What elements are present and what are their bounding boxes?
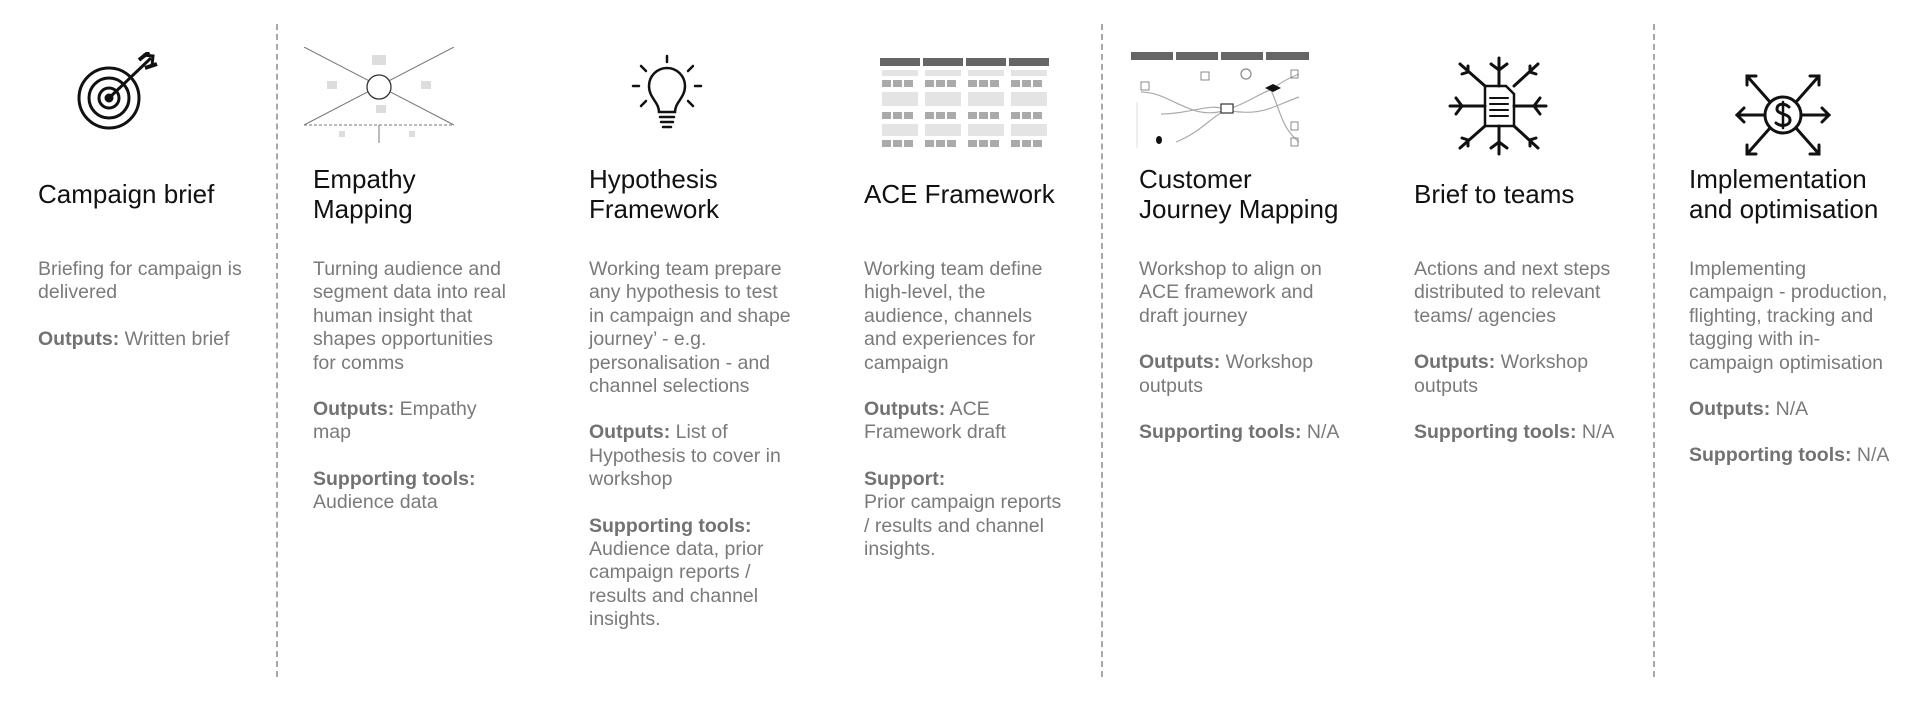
divider-3 xyxy=(1653,24,1655,677)
step-description: Implementing campaign - production, flighting, tracking and tagging with in-campaign optimisation xyxy=(1689,258,1888,374)
empathy-map-thumbnail xyxy=(313,48,533,158)
step-title: Campaign brief xyxy=(38,179,215,209)
step-tools xyxy=(1689,444,1894,467)
target-arrow-icon xyxy=(38,48,258,158)
outputs-label: Outputs: xyxy=(38,327,120,350)
step-body xyxy=(38,258,243,374)
outputs-value: N/A xyxy=(1770,398,1809,421)
step-outputs xyxy=(313,398,518,445)
tools-value: Audience data, prior campaign reports / results and channel insights. xyxy=(589,538,764,631)
step-title: Implementation and optimisation xyxy=(1689,164,1879,224)
step-outputs xyxy=(1689,398,1894,421)
journey-map-thumbnail xyxy=(1139,48,1359,158)
step-outputs xyxy=(38,328,243,351)
outputs-label: Outputs: xyxy=(1414,351,1496,374)
outputs-label: Outputs: xyxy=(589,421,671,444)
tools-value: N/A xyxy=(1851,444,1890,467)
document-distribution-icon xyxy=(1414,48,1634,158)
step-description: Turning audience and segment data into real human insight that shapes opportunities for comms xyxy=(313,258,506,374)
step-tools xyxy=(589,515,794,632)
step-description: Briefing for campaign is delivered xyxy=(38,258,242,304)
step-tools xyxy=(313,468,518,515)
step-description: Actions and next steps distributed to relevant teams/ agencies xyxy=(1414,258,1611,327)
step-title: Empathy Mapping xyxy=(313,164,416,224)
tools-label: Supporting tools: xyxy=(1139,421,1302,444)
divider-2 xyxy=(1101,24,1103,677)
step-body xyxy=(313,258,518,538)
divider-1 xyxy=(276,24,278,677)
step-outputs xyxy=(864,398,1069,445)
tools-label: Supporting tools: xyxy=(313,467,476,490)
ace-framework-thumbnail xyxy=(864,48,1084,158)
outputs-value: List of Hypothesis to cover in workshop xyxy=(589,421,781,491)
outputs-label: Outputs: xyxy=(1139,351,1221,374)
step-title: Customer Journey Mapping xyxy=(1139,164,1339,224)
outputs-value: ACE Framework draft xyxy=(864,398,1006,444)
outputs-value: Empathy map xyxy=(313,398,477,444)
step-outputs xyxy=(1139,351,1344,398)
tools-label: Supporting tools: xyxy=(1689,444,1852,467)
tools-value: Prior campaign reports / results and channel insights. xyxy=(864,491,1062,561)
outputs-value: Written brief xyxy=(119,327,230,350)
step-tools xyxy=(864,468,1069,562)
step-tools xyxy=(1139,421,1344,444)
tools-label: Supporting tools: xyxy=(589,514,752,537)
step-description: Working team define high-level, the audience, channels and experiences for campaign xyxy=(864,258,1043,374)
outputs-value: Workshop outputs xyxy=(1139,351,1314,397)
tools-label: Supporting tools: xyxy=(1414,421,1577,444)
tools-label: Support: xyxy=(864,467,946,490)
step-description: Workshop to align on ACE framework and draft journey xyxy=(1139,258,1322,327)
step-outputs xyxy=(589,421,794,491)
step-body xyxy=(1139,258,1344,467)
step-body xyxy=(864,258,1069,584)
step-outputs xyxy=(1414,351,1619,398)
lightbulb-icon xyxy=(589,48,809,158)
step-title: ACE Framework xyxy=(864,179,1055,209)
outputs-label: Outputs: xyxy=(313,398,395,421)
step-description: Working team prepare any hypothesis to test in campaign and shape journey’ - e.g. personalisation - and channel selections xyxy=(589,258,791,398)
tools-value: N/A xyxy=(1576,421,1615,444)
step-title: Brief to teams xyxy=(1414,179,1575,209)
step-title: Hypothesis Framework xyxy=(589,164,720,224)
outputs-label: Outputs: xyxy=(864,398,946,421)
outputs-label: Outputs: xyxy=(1689,398,1771,421)
step-body xyxy=(1689,258,1894,491)
dollar-expand-icon xyxy=(1689,48,1909,158)
step-body xyxy=(1414,258,1619,467)
tools-value: Audience data xyxy=(313,491,438,514)
outputs-value: Workshop outputs xyxy=(1414,351,1589,397)
tools-value: N/A xyxy=(1301,421,1340,444)
step-tools xyxy=(1414,421,1619,444)
step-body xyxy=(589,258,794,655)
